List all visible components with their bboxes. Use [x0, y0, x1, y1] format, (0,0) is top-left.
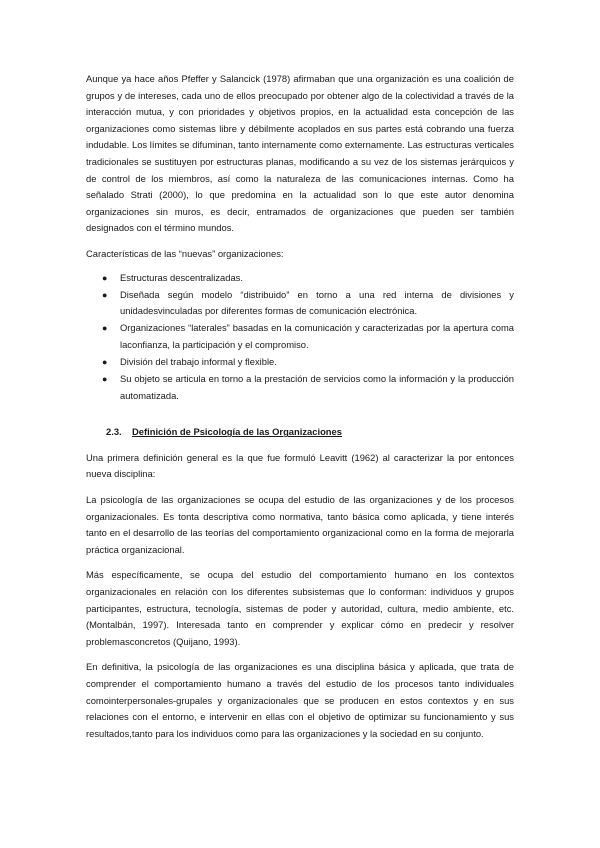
list-item-text: División del trabajo informal y flexible.	[120, 356, 277, 367]
characteristics-intro: Características de las “nuevas” organizaciones:	[86, 247, 284, 259]
characteristics-list	[86, 270, 514, 405]
list-item	[86, 287, 514, 320]
list-item	[86, 371, 514, 404]
list-item	[86, 320, 514, 353]
bullet-icon: ●	[102, 374, 108, 385]
bullet-icon: ●	[102, 357, 108, 367]
bullet-icon: ●	[102, 289, 108, 300]
section-number: 2.3.	[106, 426, 122, 438]
paragraph-leavitt-intro: Una primera definición general es la que fue formuló Leavitt (1962) al caracterizar la por entonces nueva disciplina:	[86, 451, 514, 480]
bullet-icon: ●	[102, 272, 108, 283]
list-item-text: Diseñada según modelo “distribuido” en torno a una red interna de divisiones y unidadesvinculadas por diferentes formas de comunicación electrónica.	[120, 288, 514, 317]
paragraph-conclusion: En definitiva, la psicología de las organizaciones es una disciplina básica y aplicada, que trata de comprender el comportamiento humano a través del estudio de los procesos tanto individuales comointerpersonales-grupales y organizacionales que se producen en estos contextos y en sus relaciones con el entorno, e intervenir en ellas con el objetivo de optimizar su funcionamiento y sus resultados,tanto para los individuos como para las organizaciones y la sociedad en su conjunto.	[86, 661, 514, 739]
paragraph-specifics: Más específicamente, se ocupa del estudio del comportamiento humano en los contextos organizacionales en relación con los diferentes subsistemas que lo conforman: individuos y grupos participantes, estructura, tecnología, sistemas de poder y autoridad, cultura, medio ambiente, etc. (Montalbán, 1997). Interesada tanto en comprender y explicar cómo en predecir y resolver problemasconcretos (Quijano, 1993).	[86, 569, 514, 647]
list-item	[86, 354, 514, 371]
list-item	[86, 270, 514, 287]
page-content	[86, 71, 514, 742]
section-title: Definición de Psicología de las Organizaciones	[132, 426, 342, 438]
paragraph-organizations: Aunque ya hace años Pfeffer y Salancick (1978) afirmaban que una organización es una coalición de grupos y de intereses, cada uno de ellos preocupado por obtener algo de la colectividad a través de la interacción mutua, y con prioridades y objetivos propios, en la actualidad esta concepción de las organizaciones como sistemas libre y débilmente acoplados en sus partes está cobrando una fuerza indudable. Los límites se difuminan, tanto internamente como externamente. Las estructuras verticales tradicionales se sustituyen por estructuras planas, modificando a su vez de los sistemas jerárquicos y de control de los miembros, así como la naturaleza de las comunicaciones internas. Como ha señalado Strati (2000), lo que predomina en la actualidad son lo que este autor denomina organizaciones sin muros, es decir, entramados de organizaciones que pueden ser también designados con el término mundos.	[86, 73, 514, 234]
list-item-text: Organizaciones “laterales” basadas en la comunicación y caracterizadas por la apertura coma laconfianza, la participación y el compromiso.	[120, 322, 514, 350]
bullet-icon: ●	[102, 323, 108, 334]
list-item-text: Estructuras descentralizadas.	[120, 271, 243, 283]
list-item-text: Su objeto se articula en torno a la prestación de servicios como la información y la producción automatizada.	[120, 373, 514, 401]
section-heading	[106, 424, 514, 441]
paragraph-definition: La psicología de las organizaciones se ocupa del estudio de las organizaciones y de los procesos organizacionales. Es tonta descriptiva como normativa, tanto básica como aplicada, y tiene interés tanto en el desarrollo de las teorías del comportamiento organizacional como en la forma de mejorarla práctica organizacional.	[86, 494, 514, 555]
